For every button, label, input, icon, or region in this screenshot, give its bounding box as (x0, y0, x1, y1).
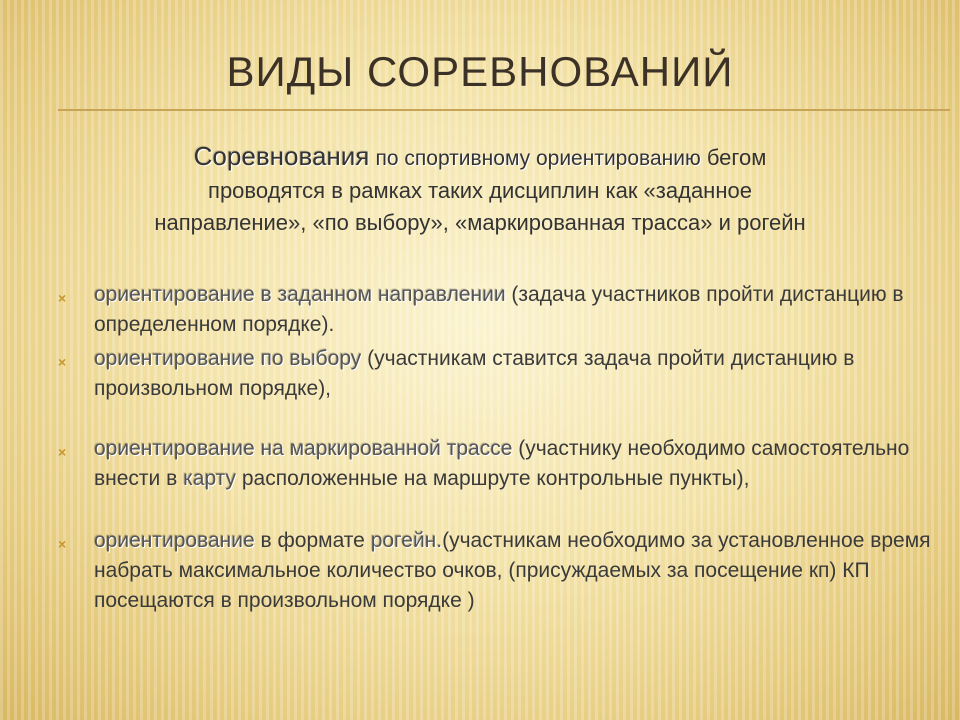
slide-title: ВИДЫ СОРЕВНОВАНИЙ (226, 48, 734, 95)
bullet-icon: × (58, 354, 67, 370)
list-item (56, 526, 946, 616)
item-term-2: карту (183, 467, 237, 490)
bullet-icon: × (58, 536, 67, 552)
item-desc: (задача участников пройти дистанцию в определенном порядке). (94, 283, 904, 336)
item-term: ориентирование по выбору (94, 347, 362, 370)
item-desc: в формате (254, 529, 371, 552)
list-item (56, 344, 946, 404)
intro-lead: Соревнования (193, 141, 370, 171)
intro-paragraph (90, 140, 870, 239)
list-item (56, 434, 946, 494)
item-desc: (участникам ставится задача пройти дистанцию в произвольном порядке), (94, 347, 855, 400)
list-item (56, 280, 946, 340)
item-term: ориентирование на маркированной трассе (94, 437, 513, 460)
title-divider (58, 109, 950, 111)
intro-rest: бегом (700, 145, 767, 170)
bullet-icon: × (58, 444, 67, 460)
item-desc-2: (участникам необходимо за установленное время набрать максимальное количество очков, (присуждаемых за посещение кп) КП посещаются в произвольном порядке ) (94, 529, 931, 612)
intro-line-3: направление», «по выбору», «маркированная трасса» и рогейн (154, 210, 806, 235)
item-term: ориентирование в заданном направлении (94, 283, 506, 306)
item-term: ориентирование (94, 529, 255, 552)
item-desc-2: расположенные на маршруте контрольные пункты), (236, 467, 750, 490)
item-term-2: рогейн. (370, 529, 443, 552)
item-desc: (участнику необходимо самостоятельно внести в (94, 437, 910, 490)
intro-line-2: проводятся в рамках таких дисциплин как «заданное (208, 178, 752, 203)
intro-mid: по спортивному ориентированию (375, 147, 701, 170)
disciplines-list (56, 280, 946, 616)
bullet-icon: × (58, 290, 67, 306)
